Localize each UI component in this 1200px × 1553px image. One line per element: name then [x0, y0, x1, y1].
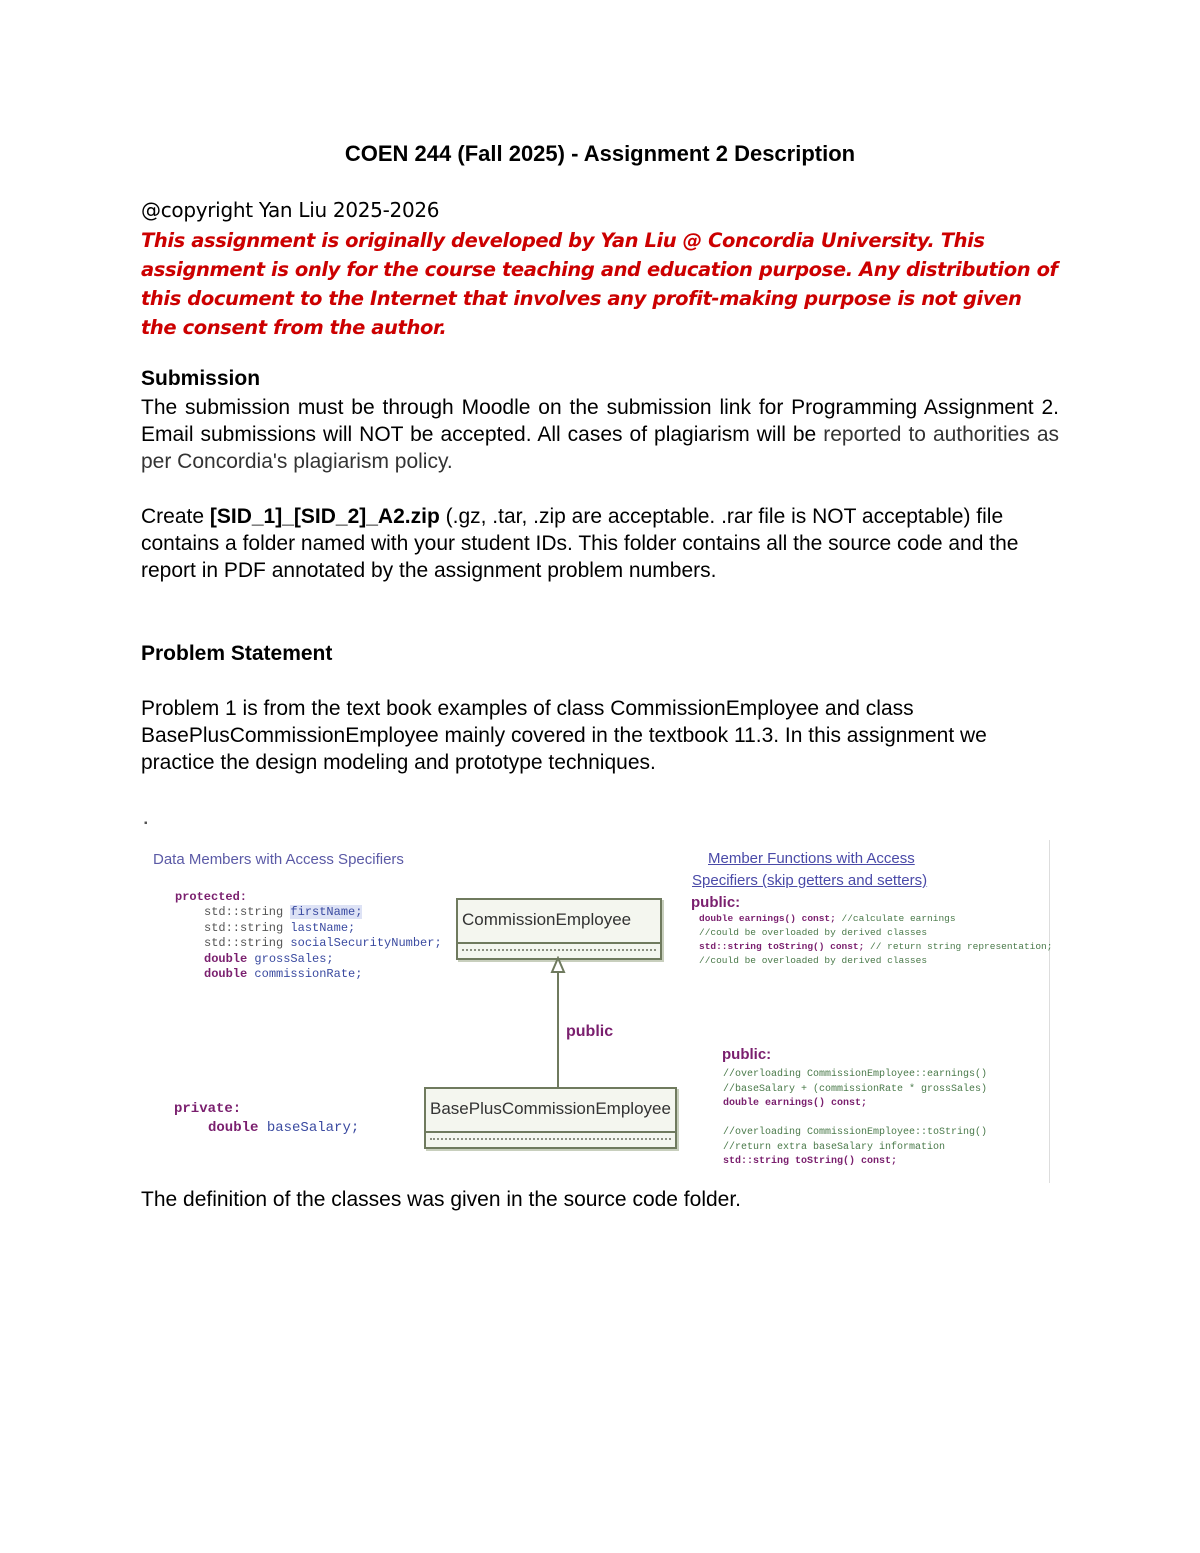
class-dots — [462, 949, 656, 951]
cropped-marks: ▪ — [144, 818, 148, 829]
class-separator — [426, 1131, 675, 1133]
member-functions-title-2: Specifiers (skip getters and setters) — [692, 872, 928, 889]
member-first-name: std::string firstName; — [204, 905, 363, 919]
derived-function-list — [723, 1068, 987, 1170]
data-members-title: Data Members with Access Specifiers — [153, 851, 404, 868]
problem-heading: Problem Statement — [141, 642, 333, 665]
base-function-list — [699, 912, 1052, 968]
derived-func-comment: //return extra baseSalary information — [723, 1141, 946, 1153]
member-functions-title-1: Member Functions with Access — [708, 850, 915, 867]
create-prefix: Create — [141, 505, 210, 528]
base-public-label: public: — [691, 894, 741, 911]
member-last-name: std::string lastName; — [204, 920, 356, 935]
class-dots — [430, 1138, 671, 1140]
submission-text: The submission must be through Moodle on the submission link for Programming Assignment 2. Email submissions will NOT be accepted. All cases of plagiarism will be — [141, 396, 1059, 446]
derived-public-label: public: — [722, 1046, 772, 1063]
footer-paragraph: The definition of the classes was given in the source code folder. — [141, 1188, 742, 1211]
protected-label: protected: — [175, 890, 248, 904]
base-plus-commission-employee-class — [424, 1087, 677, 1149]
protected-member-list — [204, 905, 442, 983]
derived-func-tostring: std::string toString() const; — [723, 1156, 898, 1167]
copyright-line: @copyright Yan Liu 2025-2026 — [141, 198, 440, 222]
derived-func-comment: //overloading CommissionEmployee::earnings() — [723, 1069, 988, 1080]
create-rest: (.gz, .tar, .zip are acceptable. .rar file is NOT acceptable) file contains a folder named with your student IDs. This folder contains all the source code and the report in PDF annotated by the assignment problem numbers. — [141, 505, 1019, 582]
base-plus-commission-employee-name: BasePlusCommissionEmployee — [430, 1099, 671, 1118]
derived-func-spacer — [723, 1112, 987, 1127]
member-ssn: std::string socialSecurityNumber; — [204, 936, 442, 950]
member-base-salary: double baseSalary; — [208, 1120, 360, 1136]
member-gross-sales: double grossSales; — [204, 951, 334, 966]
uml-diagram — [140, 818, 1055, 1183]
zip-filename: [SID_1]_[SID_2]_A2.zip — [209, 505, 440, 528]
create-paragraph — [141, 503, 1059, 584]
region-border — [1049, 840, 1050, 1183]
submission-paragraph — [141, 394, 1059, 475]
private-label: private: — [174, 1101, 242, 1117]
base-func-earnings: double earnings() const; //calculate earnings — [699, 913, 956, 924]
class-separator — [458, 942, 660, 944]
problem-paragraph: Problem 1 is from the text book examples of class CommissionEmployee and class BasePlusCommissionEmployee mainly covered in the textbook 11.3. In this assignment we practice the design modeling and prototype techniques. — [141, 697, 987, 774]
derived-func-earnings: double earnings() const; — [723, 1098, 868, 1109]
plagiarism-text: reported to authorities as per Concordia's plagiarism policy. — [141, 423, 1059, 473]
derived-func-comment: //overloading CommissionEmployee::toString() — [723, 1127, 988, 1138]
derived-func-comment: //baseSalary + (commissionRate * grossSales) — [723, 1083, 988, 1095]
base-func-comment: //could be overloaded by derived classes — [699, 927, 928, 938]
base-func-tostring: std::string toString() const; // return string representation; — [699, 941, 1053, 952]
commission-employee-name: CommissionEmployee — [462, 910, 632, 929]
submission-heading: Submission — [141, 367, 261, 390]
document-title: COEN 244 (Fall 2025) - Assignment 2 Description — [344, 141, 856, 166]
distribution-notice: This assignment is originally developed by Yan Liu @ Concordia University. This assignment is only for the course teaching and education purpose. Any distribution of this document to the Internet that involves any profit-making purpose is not given the consent from the author. — [141, 229, 1058, 339]
inheritance-label: public — [566, 1023, 614, 1040]
member-commission-rate: double commissionRate; — [204, 967, 363, 981]
commission-employee-class — [456, 898, 662, 960]
base-func-comment: //could be overloaded by derived classes — [699, 955, 928, 966]
